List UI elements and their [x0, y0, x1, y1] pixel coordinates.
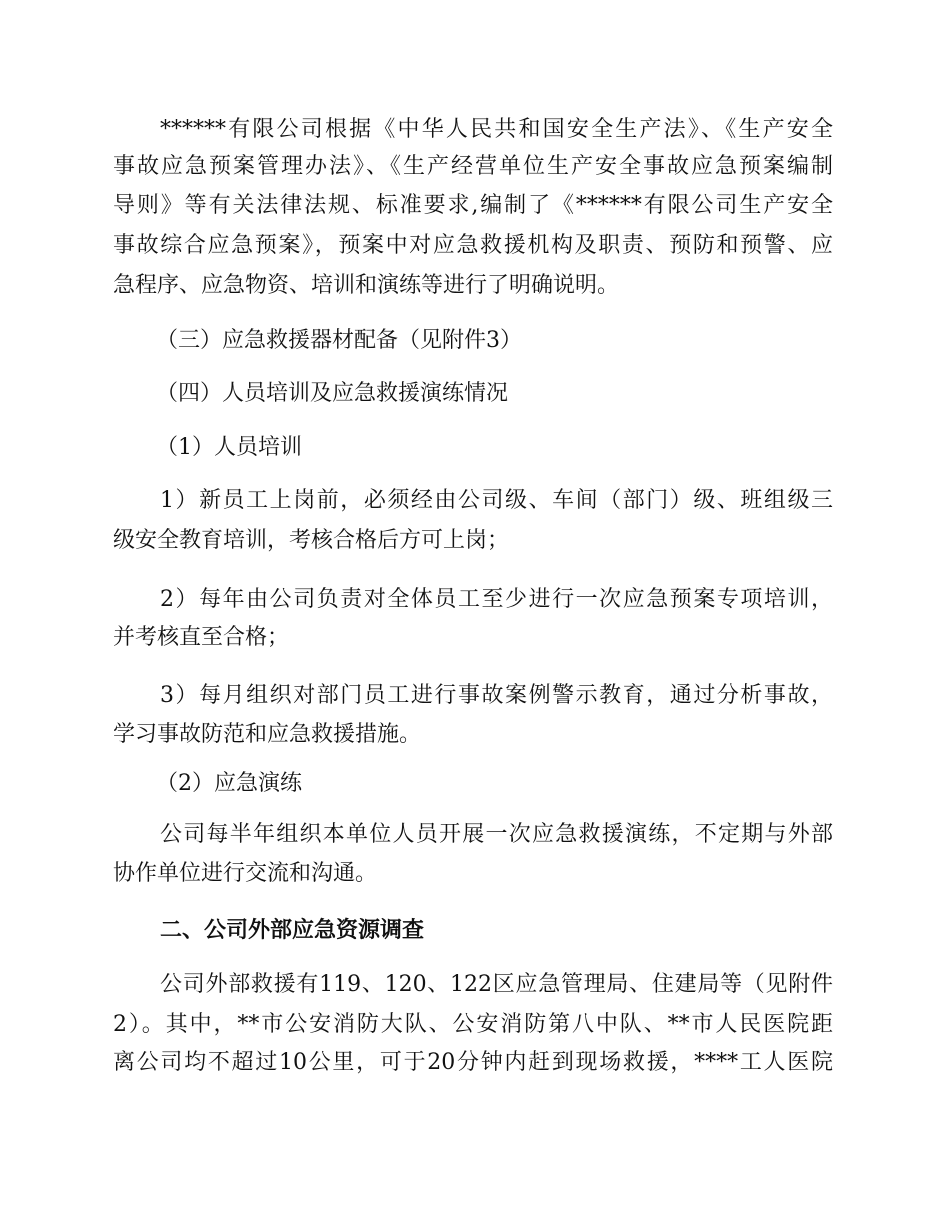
- para1-line1: ******有限公司根据《中华人民共和国安全生产法》、《生产安全: [160, 117, 833, 142]
- drill-line2: 协作单位进行交流和沟通。: [113, 861, 378, 886]
- para1-line2: 事故应急预案管理办法》、《生产经营单位生产安全事故应急预案编制: [113, 154, 833, 179]
- subsection-2-heading: （2）应急演练: [156, 771, 302, 796]
- item1-line1: 1）新员工上岗前，必须经由公司级、车间（部门）级、班组级三: [160, 488, 833, 513]
- drill-line1: 公司每半年组织本单位人员开展一次应急救援演练，不定期与外部: [160, 822, 833, 847]
- section-2-heading: 二、公司外部应急资源调查: [160, 917, 425, 943]
- item2-line2: 并考核直至合格；: [113, 625, 290, 650]
- item3-line2: 学习事故防范和应急救援措施。: [113, 722, 422, 747]
- item1-line2: 级安全教育培训，考核合格后方可上岗；: [113, 528, 510, 553]
- subsection-1-heading: （1）人员培训: [156, 435, 302, 460]
- external-line2: 2）。其中，**市公安消防大队、公安消防第八中队、**市人民医院距: [113, 1012, 833, 1037]
- para1-line3: 导则》等有关法律法规、标准要求,编制了《******有限公司生产安全: [113, 193, 833, 218]
- para1-line4: 事故综合应急预案》，预案中对应急救援机构及职责、预防和预警、应: [113, 233, 833, 258]
- section-3-heading: （三）应急救援器材配备（见附件3）: [156, 328, 522, 353]
- item2-line1: 2）每年由公司负责对全体员工至少进行一次应急预案专项培训，: [160, 587, 833, 612]
- para1-line5: 急程序、应急物资、培训和演练等进行了明确说明。: [113, 273, 620, 298]
- external-line1: 公司外部救援有119、120、122区应急管理局、住建局等（见附件: [160, 972, 833, 997]
- section-4-heading: （四）人员培训及应急救援演练情况: [156, 381, 509, 406]
- external-line3: 离公司均不超过10公里，可于20分钟内赶到现场救援，****工人医院: [113, 1050, 833, 1075]
- item3-line1: 3）每月组织对部门员工进行事故案例警示教育，通过分析事故，: [160, 683, 833, 708]
